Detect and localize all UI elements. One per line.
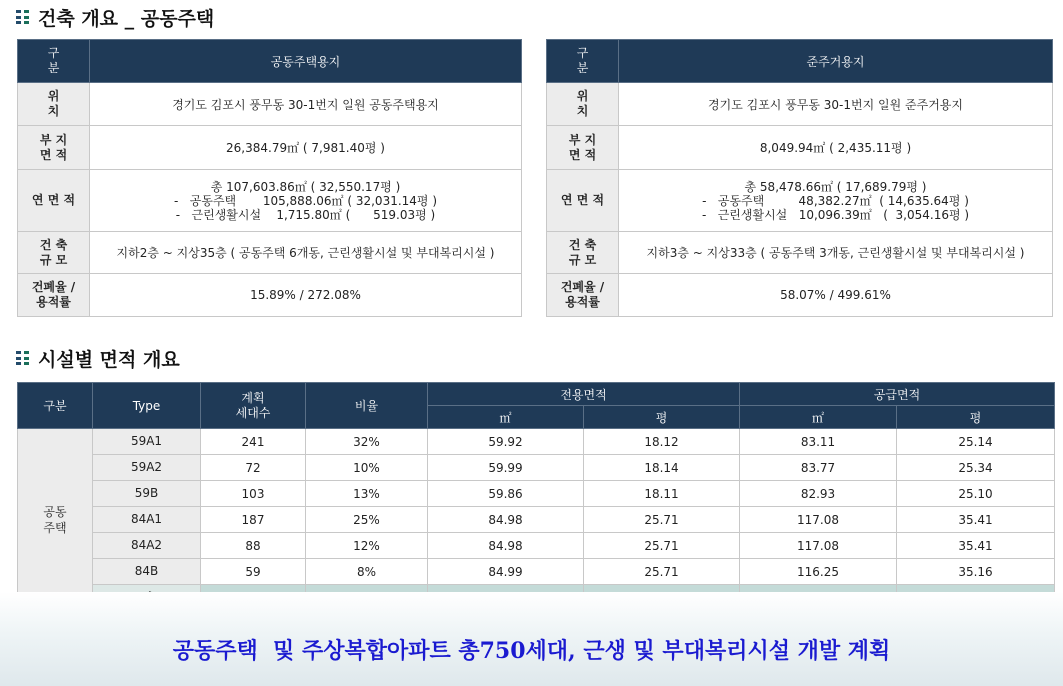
header-households: 계획 세대수 — [201, 383, 306, 429]
table-row — [18, 507, 1055, 533]
coverage-ratio-value: 58.07% / 499.61% — [619, 274, 1053, 317]
exclusive-sqm-cell: 84.99 — [428, 559, 584, 585]
row-label: 건폐율 / 용적률 — [18, 274, 90, 317]
row-label: 위 치 — [18, 83, 90, 126]
row-label: 건폐율 / 용적률 — [547, 274, 619, 317]
supply-pyeong-cell: 25.14 — [897, 429, 1055, 455]
location-value: 경기도 김포시 풍무동 30-1번지 일원 준주거용지 — [619, 83, 1053, 126]
households-cell: 88 — [201, 533, 306, 559]
type-cell: 59A2 — [93, 455, 201, 481]
header-supply-area: 공급면적 — [740, 383, 1055, 406]
table-row — [18, 559, 1055, 585]
households-cell: 241 — [201, 429, 306, 455]
floor-area-total: 총 58,478.66㎡ ( 17,689.79평 ) — [744, 179, 927, 194]
category-header-cell: 구 분 — [547, 40, 619, 83]
type-cell: 84A2 — [93, 533, 201, 559]
households-cell: 72 — [201, 455, 306, 481]
exclusive-sqm-cell: 59.86 — [428, 481, 584, 507]
header-supply-sqm: ㎡ — [740, 406, 897, 429]
section-title-text: 건축 개요 _ 공동주택 — [38, 8, 215, 30]
exclusive-sqm-cell: 59.92 — [428, 429, 584, 455]
floor-area-retail: - 근린생활시설 1,715.80㎡ ( 519.03평 ) — [175, 207, 436, 222]
table-row — [18, 429, 1055, 455]
section-title-area — [16, 345, 180, 372]
supply-sqm-cell: 117.08 — [740, 507, 897, 533]
ratio-cell: 12% — [306, 533, 428, 559]
coverage-ratio-value: 15.89% / 272.08% — [90, 274, 522, 317]
row-label: 연 면 적 — [18, 170, 90, 232]
development-plan-caption: 공동주택 및 주상복합아파트 총750세대, 근생 및 부대복리시설 개발 계획 — [172, 638, 891, 664]
row-label: 위 치 — [547, 83, 619, 126]
right-overview-table — [546, 39, 1053, 317]
exclusive-sqm-cell: 84.98 — [428, 507, 584, 533]
ratio-cell: 25% — [306, 507, 428, 533]
site-area-value: 8,049.94㎡ ( 2,435.11평 ) — [619, 126, 1053, 170]
floor-area-housing: - 공동주택 105,888.06㎡ ( 32,031.14평 ) — [173, 193, 438, 208]
exclusive-pyeong-cell: 25.71 — [584, 533, 740, 559]
row-label: 건 축 규 모 — [547, 232, 619, 274]
area-breakdown-table — [17, 382, 1055, 611]
households-cell: 103 — [201, 481, 306, 507]
supply-sqm-cell: 83.11 — [740, 429, 897, 455]
land-type-header: 준주거용지 — [619, 40, 1053, 83]
exclusive-sqm-cell: 59.99 — [428, 455, 584, 481]
exclusive-pyeong-cell: 18.11 — [584, 481, 740, 507]
grid-bullet-icon — [16, 351, 29, 366]
floor-area-total: 총 107,603.86㎡ ( 32,550.17평 ) — [210, 179, 401, 194]
supply-pyeong-cell: 35.41 — [897, 507, 1055, 533]
location-value: 경기도 김포시 풍무동 30-1번지 일원 공동주택용지 — [90, 83, 522, 126]
ratio-cell: 8% — [306, 559, 428, 585]
supply-sqm-cell: 117.08 — [740, 533, 897, 559]
header-ratio: 비율 — [306, 383, 428, 429]
exclusive-pyeong-cell: 18.14 — [584, 455, 740, 481]
type-cell: 59A1 — [93, 429, 201, 455]
households-cell: 59 — [201, 559, 306, 585]
table-row — [18, 533, 1055, 559]
land-type-header: 공동주택용지 — [90, 40, 522, 83]
ratio-cell: 13% — [306, 481, 428, 507]
exclusive-pyeong-cell: 18.12 — [584, 429, 740, 455]
table-row — [18, 455, 1055, 481]
header-category: 구분 — [18, 383, 93, 429]
row-label: 부 지 면 적 — [547, 126, 619, 170]
exclusive-pyeong-cell: 25.71 — [584, 559, 740, 585]
row-label: 건 축 규 모 — [18, 232, 90, 274]
left-overview-table — [17, 39, 522, 317]
households-cell: 187 — [201, 507, 306, 533]
section-title-text: 시설별 면적 개요 — [38, 349, 180, 371]
grid-bullet-icon — [16, 10, 29, 25]
exclusive-sqm-cell: 84.98 — [428, 533, 584, 559]
ratio-cell: 10% — [306, 455, 428, 481]
group-label: 공동 주택 — [18, 429, 93, 611]
header-exclusive-pyeong: 평 — [584, 406, 740, 429]
ratio-cell: 32% — [306, 429, 428, 455]
table-row — [18, 481, 1055, 507]
header-supply-pyeong: 평 — [897, 406, 1055, 429]
type-cell: 84B — [93, 559, 201, 585]
type-cell: 84A1 — [93, 507, 201, 533]
supply-sqm-cell: 116.25 — [740, 559, 897, 585]
floor-area-retail: - 근린생활시설 10,096.39㎡ ( 3,054.16평 ) — [701, 207, 970, 222]
header-type: Type — [93, 383, 201, 429]
building-scale-value: 지하3층 ~ 지상33층 ( 공동주택 3개동, 근린생활시설 및 부대복리시설 ) — [619, 232, 1053, 274]
floor-area-housing: - 공동주택 48,382.27㎡ ( 14,635.64평 ) — [702, 193, 969, 208]
supply-sqm-cell: 82.93 — [740, 481, 897, 507]
supply-pyeong-cell: 25.10 — [897, 481, 1055, 507]
supply-pyeong-cell: 35.41 — [897, 533, 1055, 559]
category-header-cell: 구 분 — [18, 40, 90, 83]
floor-area-value — [90, 170, 522, 232]
row-label: 연 면 적 — [547, 170, 619, 232]
site-area-value: 26,384.79㎡ ( 7,981.40평 ) — [90, 126, 522, 170]
supply-pyeong-cell: 25.34 — [897, 455, 1055, 481]
exclusive-pyeong-cell: 25.71 — [584, 507, 740, 533]
building-scale-value: 지하2층 ~ 지상35층 ( 공동주택 6개동, 근린생활시설 및 부대복리시설 ) — [90, 232, 522, 274]
type-cell: 59B — [93, 481, 201, 507]
section-title-building — [16, 4, 214, 31]
supply-sqm-cell: 83.77 — [740, 455, 897, 481]
supply-pyeong-cell: 35.16 — [897, 559, 1055, 585]
header-exclusive-sqm: ㎡ — [428, 406, 584, 429]
header-exclusive-area: 전용면적 — [428, 383, 740, 406]
floor-area-value — [619, 170, 1053, 232]
row-label: 부 지 면 적 — [18, 126, 90, 170]
